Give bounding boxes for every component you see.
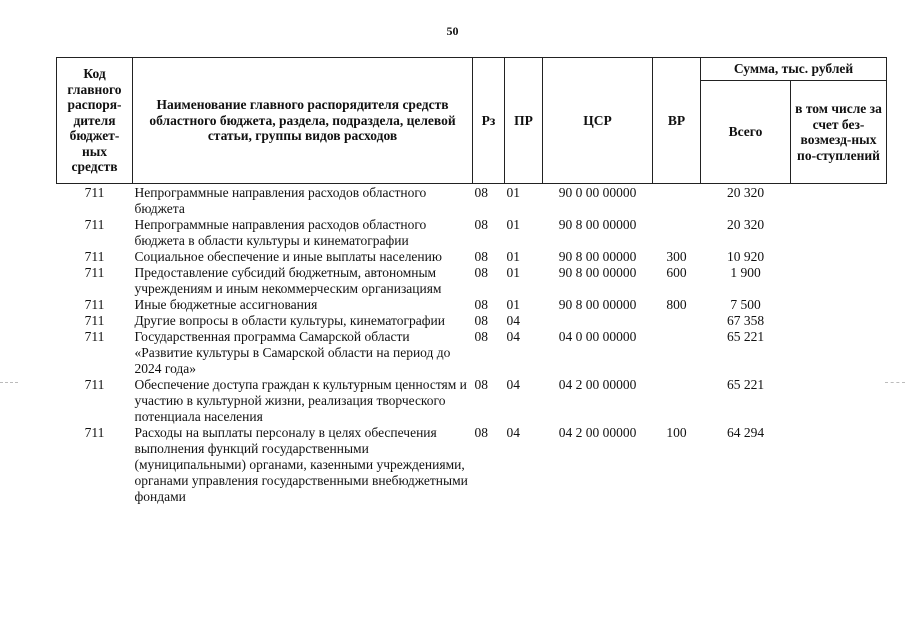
cell-pr: 01 xyxy=(506,265,520,280)
cell-vr: 300 xyxy=(666,249,687,264)
cell-name: Непрограммные направления расходов областного бюджета xyxy=(134,185,427,216)
table-row xyxy=(57,217,887,249)
cell-total: 10 920 xyxy=(726,249,765,264)
cell-code: 711 xyxy=(84,249,105,264)
table-row xyxy=(57,377,887,425)
cell-vr: 100 xyxy=(666,425,687,440)
cell-vr xyxy=(653,377,701,425)
table-row xyxy=(57,329,887,377)
cell-total: 7 500 xyxy=(730,297,761,312)
table-row xyxy=(57,249,887,265)
cell-code: 711 xyxy=(84,185,105,200)
cell-gratuitous xyxy=(791,297,887,313)
cell-name: Иные бюджетные ассигнования xyxy=(134,297,318,312)
cell-vr xyxy=(653,217,701,249)
cell-name: Предоставление субсидий бюджетным, автономным учреждениям и иным некоммерческим организациям xyxy=(134,265,442,296)
cell-rz: 08 xyxy=(474,265,488,280)
cell-code: 711 xyxy=(84,425,105,440)
cell-code: 711 xyxy=(84,313,105,328)
cell-rz: 08 xyxy=(474,425,488,440)
page-number: 50 xyxy=(446,24,459,38)
cell-vr xyxy=(653,184,701,218)
left-edge-mark xyxy=(0,382,18,383)
cell-pr: 01 xyxy=(506,297,520,312)
cell-total: 67 358 xyxy=(726,313,765,328)
cell-code: 711 xyxy=(84,329,105,344)
table-row xyxy=(57,297,887,313)
cell-pr: 01 xyxy=(506,249,520,264)
cell-total: 64 294 xyxy=(726,425,765,440)
cell-code: 711 xyxy=(84,265,105,280)
cell-pr: 04 xyxy=(506,425,520,440)
table-row xyxy=(57,184,887,218)
header-vr: ВР xyxy=(653,58,701,184)
header-total: Всего xyxy=(701,81,791,184)
header-sum-group: Сумма, тыс. рублей xyxy=(701,58,887,81)
cell-csr xyxy=(543,313,653,329)
cell-total: 65 221 xyxy=(726,377,765,392)
header-pr: ПР xyxy=(505,58,543,184)
cell-gratuitous xyxy=(791,265,887,297)
cell-vr xyxy=(653,313,701,329)
cell-csr: 90 0 00 00000 xyxy=(558,185,637,200)
cell-csr: 90 8 00 00000 xyxy=(558,249,637,264)
header-gratuitous: в том числе за счет без-возмезд-ных по-ступлений xyxy=(791,81,887,184)
table-row xyxy=(57,313,887,329)
cell-name: Обеспечение доступа граждан к культурным ценностям и участию в культурной жизни, реализация творческого потенциала населения xyxy=(134,377,467,424)
cell-name: Другие вопросы в области культуры, кинематографии xyxy=(134,313,445,328)
cell-csr: 90 8 00 00000 xyxy=(558,265,637,280)
cell-code: 711 xyxy=(84,377,105,392)
cell-csr: 90 8 00 00000 xyxy=(558,217,637,232)
cell-code: 711 xyxy=(84,297,105,312)
cell-rz: 08 xyxy=(474,249,488,264)
cell-csr: 04 0 00 00000 xyxy=(558,329,637,344)
cell-name: Социальное обеспечение и иные выплаты населению xyxy=(134,249,442,264)
cell-gratuitous xyxy=(791,313,887,329)
header-name: Наименование главного распорядителя средств областного бюджета, раздела, подраздела, целевой статьи, группы видов расходов xyxy=(133,58,473,184)
cell-total: 65 221 xyxy=(726,329,765,344)
cell-csr: 04 2 00 00000 xyxy=(558,377,637,392)
table-row xyxy=(57,425,887,505)
table-row xyxy=(57,265,887,297)
header-rz: Рз xyxy=(473,58,505,184)
cell-csr: 04 2 00 00000 xyxy=(558,425,637,440)
table-body xyxy=(57,184,887,506)
cell-total: 20 320 xyxy=(726,185,765,200)
cell-gratuitous xyxy=(791,425,887,505)
cell-gratuitous xyxy=(791,217,887,249)
right-edge-mark xyxy=(885,382,905,383)
cell-vr: 800 xyxy=(666,297,687,312)
cell-pr: 04 xyxy=(506,377,520,392)
cell-csr: 90 8 00 00000 xyxy=(558,297,637,312)
cell-rz: 08 xyxy=(474,377,488,392)
cell-vr xyxy=(653,329,701,377)
header-csr: ЦСР xyxy=(543,58,653,184)
cell-pr: 04 xyxy=(506,313,520,328)
cell-total: 20 320 xyxy=(726,217,765,232)
cell-name: Непрограммные направления расходов областного бюджета в области культуры и кинематографии xyxy=(134,217,427,248)
header-code: Код главного распоря-дителя бюджет-ных средств xyxy=(57,58,133,184)
cell-gratuitous xyxy=(791,377,887,425)
budget-table xyxy=(56,57,887,505)
cell-gratuitous xyxy=(791,184,887,218)
cell-name: Расходы на выплаты персоналу в целях обеспечения выполнения функций государственными (муниципальными) органами, казенными учреждениями, органами управления государственными внебюджетными фондами xyxy=(134,425,468,504)
cell-total: 1 900 xyxy=(730,265,761,280)
cell-gratuitous xyxy=(791,329,887,377)
cell-pr: 01 xyxy=(506,185,520,200)
cell-rz: 08 xyxy=(474,185,488,200)
cell-pr: 01 xyxy=(506,217,520,232)
cell-vr: 600 xyxy=(666,265,687,280)
cell-name: Государственная программа Самарской области «Развитие культуры в Самарской области на период до 2024 года» xyxy=(134,329,451,376)
cell-rz: 08 xyxy=(474,217,488,232)
cell-rz: 08 xyxy=(474,329,488,344)
cell-rz: 08 xyxy=(474,313,488,328)
cell-code: 711 xyxy=(84,217,105,232)
cell-pr: 04 xyxy=(506,329,520,344)
cell-gratuitous xyxy=(791,249,887,265)
cell-rz: 08 xyxy=(474,297,488,312)
